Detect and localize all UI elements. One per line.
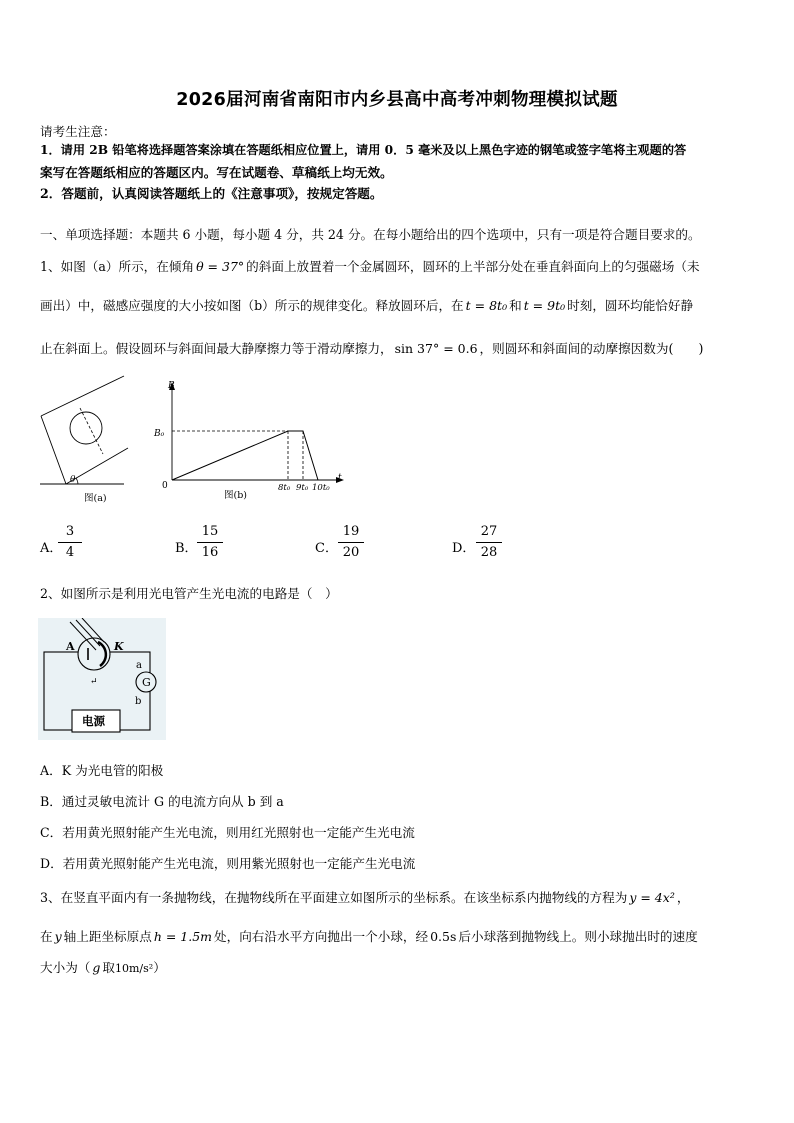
q1-text: 画出）中，磁感应强度的大小按如图（b）所示的规律变化。释放圆环后，在 bbox=[40, 298, 464, 313]
q2-option-d: D．若用黄光照射能产生光电流，则用紫光照射也一定能产生光电流 bbox=[40, 856, 416, 871]
figure-a-caption: 图(a) bbox=[84, 493, 107, 504]
B0-label: B₀ bbox=[154, 429, 165, 439]
q3-parabola-equation: y = 4x² bbox=[629, 890, 675, 905]
axis-label-t: t bbox=[338, 473, 342, 483]
axis-label-B: B bbox=[168, 381, 175, 391]
q3-text: 大小为（ bbox=[40, 960, 91, 975]
return-mark: ↵ bbox=[90, 677, 98, 687]
tick-9t0: 9t₀ bbox=[296, 483, 309, 493]
q3-line-1 bbox=[40, 887, 689, 906]
q1-text: 和 bbox=[509, 298, 522, 313]
theta-label: θ bbox=[70, 475, 76, 485]
q1-option-b-label: B． bbox=[175, 541, 198, 556]
q3-g-variable: g bbox=[92, 960, 101, 975]
q2-option-b: B．通过灵敏电流计 G 的电流方向从 b 到 a bbox=[40, 794, 284, 809]
q1-time-1: t = 8t₀ bbox=[465, 298, 508, 313]
q1-text: 1、如图（a）所示，在倾角 bbox=[40, 259, 195, 274]
q1-option-d-fraction bbox=[476, 524, 502, 560]
q3-text: 在 bbox=[40, 929, 53, 944]
fraction-bar bbox=[197, 542, 223, 543]
notice-item-2: 2．答题前，认真阅读答题纸上的《注意事项》，按规定答题。 bbox=[40, 186, 383, 201]
q3-text: ， bbox=[676, 890, 690, 905]
q1-text: 的斜面上放置着一个金属圆环，圆环的上半部分处在垂直斜面向上的匀强磁场（未 bbox=[246, 259, 700, 274]
metal-ring bbox=[70, 412, 102, 444]
q1-line-2 bbox=[40, 295, 693, 314]
label-a: a bbox=[136, 660, 142, 671]
q3-text: ） bbox=[153, 960, 166, 975]
fraction-denominator: 4 bbox=[65, 545, 75, 560]
fraction-bar bbox=[58, 542, 82, 543]
notice-header: 请考生注意： bbox=[40, 124, 116, 139]
tick-10t0: 10t₀ bbox=[312, 483, 330, 493]
fraction-numerator: 19 bbox=[342, 524, 360, 539]
q1-option-b-fraction bbox=[197, 524, 223, 560]
q1-option-c-fraction bbox=[338, 524, 364, 560]
fraction-bar bbox=[338, 542, 364, 543]
q1-option-d-label: D． bbox=[452, 541, 476, 556]
figure-photocell-circuit bbox=[38, 618, 166, 740]
q2-option-a: A．K 为光电管的阳极 bbox=[40, 763, 164, 778]
label-K: K bbox=[114, 640, 124, 653]
q3-height: h = 1.5m bbox=[153, 929, 213, 944]
origin-label: 0 bbox=[162, 481, 168, 491]
q1-line-3 bbox=[40, 338, 703, 357]
q1-text: ，则圆环和斜面间的动摩擦因数为( ) bbox=[479, 341, 704, 356]
fraction-denominator: 16 bbox=[201, 545, 219, 560]
power-source-label: 电源 bbox=[82, 714, 105, 728]
q3-text: 处，向右沿水平方向抛出一个小球，经 bbox=[214, 929, 429, 944]
label-b: b bbox=[135, 696, 142, 707]
q3-g-value: 10m/s² bbox=[114, 962, 154, 975]
notice-item-1-line-1: 1．请用 2B 铅笔将选择题答案涂填在答题纸相应位置上，请用 0．5 毫米及以上黑色字迹的钢笔或签字笔将主观题的答 bbox=[40, 143, 687, 157]
q3-y-variable: y bbox=[54, 929, 62, 944]
q1-sin-equation: sin 37° = 0.6 bbox=[394, 341, 478, 356]
q1-option-a-fraction bbox=[58, 524, 82, 560]
figure-b-B-t-graph bbox=[148, 376, 358, 506]
tick-8t0: 8t₀ bbox=[278, 483, 291, 493]
q3-text: 轴上距坐标原点 bbox=[63, 929, 152, 944]
q2-option-c: C．若用黄光照射能产生光电流，则用红光照射也一定能产生光电流 bbox=[40, 825, 415, 840]
q1-option-a-label: A． bbox=[40, 541, 63, 556]
q1-text: 时刻，圆环均能恰好静 bbox=[567, 298, 694, 313]
page-title: 2026届河南省南阳市内乡县高中高考冲刺物理模拟试题 bbox=[176, 90, 618, 110]
q1-theta-equation: θ = 37° bbox=[196, 259, 245, 274]
q2-stem: 2、如图所示是利用光电管产生光电流的电路是（ ） bbox=[40, 586, 338, 601]
q1-line-1 bbox=[40, 256, 700, 275]
q3-line-3 bbox=[40, 957, 166, 976]
fraction-numerator: 3 bbox=[65, 524, 75, 539]
fraction-numerator: 27 bbox=[480, 524, 498, 539]
field-edge-dashed bbox=[80, 408, 103, 454]
notice-item-1-line-2: 案写在答题纸相应的答题区内。写在试题卷、草稿纸上均无效。 bbox=[40, 165, 393, 180]
q1-option-c-label: C． bbox=[315, 541, 338, 556]
fraction-denominator: 20 bbox=[342, 545, 360, 560]
galvanometer-label: G bbox=[142, 676, 151, 689]
q1-text: 止在斜面上。假设圆环与斜面间最大静摩擦力等于滑动摩擦力， bbox=[40, 341, 393, 356]
theta-arc bbox=[76, 478, 78, 484]
fraction-bar bbox=[476, 542, 502, 543]
q3-text: 取 bbox=[102, 960, 115, 975]
section-heading: 一、单项选择题：本题共 6 小题，每小题 4 分，共 24 分。在每小题给出的四个选项中，只有一项是符合题目要求的。 bbox=[40, 227, 701, 242]
B-t-curve bbox=[172, 431, 318, 480]
q3-line-2 bbox=[40, 926, 698, 945]
q3-text: 3、在竖直平面内有一条抛物线，在抛物线所在平面建立如图所示的坐标系。在该坐标系内抛物线的方程为 bbox=[40, 890, 628, 905]
q1-time-2: t = 9t₀ bbox=[523, 298, 566, 313]
label-A: A bbox=[66, 640, 75, 653]
field-boundary-top bbox=[41, 376, 124, 416]
q3-text: 后小球落到抛物线上。则小球抛出时的速度 bbox=[458, 929, 698, 944]
fraction-numerator: 15 bbox=[201, 524, 219, 539]
field-boundary-left bbox=[41, 416, 66, 484]
figure-b-caption: 图(b) bbox=[224, 490, 247, 501]
figure-a-incline-ring bbox=[36, 372, 136, 507]
q3-time: 0.5s bbox=[430, 929, 457, 944]
fraction-denominator: 28 bbox=[480, 545, 498, 560]
